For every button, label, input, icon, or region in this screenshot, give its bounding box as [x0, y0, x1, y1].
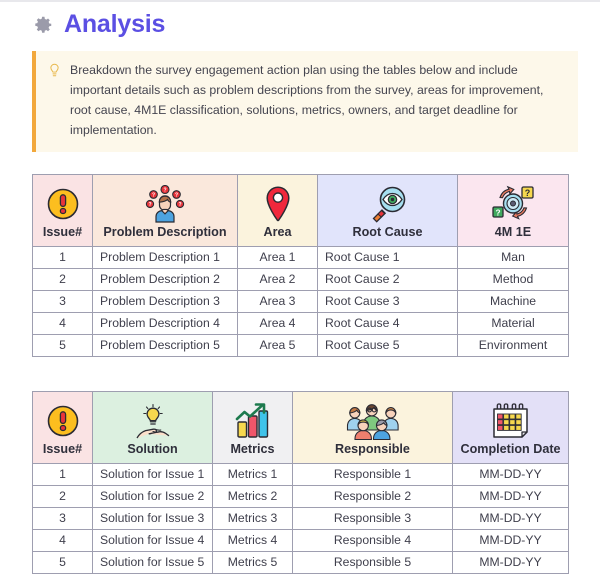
cell-metrics[interactable]: Metrics 4	[213, 529, 293, 551]
column-header-label: Completion Date	[460, 441, 561, 456]
cell-issue-number: 1	[33, 463, 93, 485]
svg-text:?: ?	[174, 192, 179, 199]
column-header-responsible[interactable]	[293, 391, 453, 463]
table-row[interactable]	[33, 551, 569, 573]
cell-issue-number: 5	[33, 551, 93, 573]
cell-problem-description[interactable]: Problem Description 3	[93, 290, 238, 312]
svg-text:?: ?	[163, 187, 167, 194]
column-header-issue-number[interactable]	[33, 391, 93, 463]
people-group-icon	[345, 401, 401, 441]
exclamation-circle-icon	[46, 401, 80, 441]
cell-metrics[interactable]: Metrics 3	[213, 507, 293, 529]
table-row[interactable]	[33, 246, 569, 268]
analysis-table-2	[32, 391, 569, 574]
table-header-row	[33, 391, 569, 463]
cell-solution[interactable]: Solution for Issue 4	[93, 529, 213, 551]
column-header-label: 4M 1E	[494, 224, 532, 239]
svg-text:?: ?	[524, 187, 531, 198]
table-row[interactable]	[33, 268, 569, 290]
column-header-root-cause[interactable]	[318, 174, 458, 246]
cell-root-cause[interactable]: Root Cause 4	[318, 312, 458, 334]
svg-text:?: ?	[151, 192, 156, 199]
table-row[interactable]	[33, 312, 569, 334]
cell-metrics[interactable]: Metrics 2	[213, 485, 293, 507]
analysis-table-1	[32, 174, 569, 357]
cell-problem-description[interactable]: Problem Description 5	[93, 334, 238, 356]
cell-solution[interactable]: Solution for Issue 1	[93, 463, 213, 485]
instructions-callout	[32, 51, 578, 152]
cell-completion-date[interactable]: MM-DD-YY	[453, 485, 569, 507]
table-row[interactable]	[33, 463, 569, 485]
column-header-label: Root Cause	[352, 224, 423, 239]
analysis-table-1-wrapper	[32, 174, 578, 357]
cell-area[interactable]: Area 1	[238, 246, 318, 268]
column-header-4m1e[interactable]	[458, 174, 569, 246]
cell-root-cause[interactable]: Root Cause 2	[318, 268, 458, 290]
cell-area[interactable]: Area 3	[238, 290, 318, 312]
table-row[interactable]	[33, 290, 569, 312]
column-header-issue-number[interactable]	[33, 174, 93, 246]
cell-responsible[interactable]: Responsible 3	[293, 507, 453, 529]
map-pin-icon	[264, 184, 292, 224]
cell-issue-number: 2	[33, 268, 93, 290]
svg-text:?: ?	[495, 207, 501, 218]
table-header-row	[33, 174, 569, 246]
cell-4m1e[interactable]: Man	[458, 246, 569, 268]
column-header-label: Responsible	[335, 441, 410, 456]
cell-area[interactable]: Area 2	[238, 268, 318, 290]
cell-solution[interactable]: Solution for Issue 5	[93, 551, 213, 573]
calendar-icon	[489, 401, 533, 441]
cell-responsible[interactable]: Responsible 2	[293, 485, 453, 507]
table-row[interactable]	[33, 334, 569, 356]
cell-metrics[interactable]: Metrics 1	[213, 463, 293, 485]
column-header-label: Problem Description	[103, 224, 227, 239]
cell-issue-number: 3	[33, 290, 93, 312]
cell-issue-number: 4	[33, 529, 93, 551]
table-row[interactable]	[33, 485, 569, 507]
column-header-label: Issue#	[42, 441, 83, 456]
cell-problem-description[interactable]: Problem Description 2	[93, 268, 238, 290]
lightbulb-icon	[48, 61, 61, 84]
svg-text:?: ?	[148, 201, 152, 208]
magnifying-eye-icon	[367, 184, 409, 224]
cell-area[interactable]: Area 5	[238, 334, 318, 356]
cell-4m1e[interactable]: Material	[458, 312, 569, 334]
cell-4m1e[interactable]: Method	[458, 268, 569, 290]
column-header-label: Area	[263, 224, 292, 239]
bar-chart-growth-icon	[232, 401, 274, 441]
cell-solution[interactable]: Solution for Issue 3	[93, 507, 213, 529]
column-header-solution[interactable]	[93, 391, 213, 463]
column-header-metrics[interactable]	[213, 391, 293, 463]
cell-root-cause[interactable]: Root Cause 1	[318, 246, 458, 268]
column-header-completion-date[interactable]	[453, 391, 569, 463]
problem-person-icon	[141, 184, 189, 224]
cell-problem-description[interactable]: Problem Description 1	[93, 246, 238, 268]
cell-area[interactable]: Area 4	[238, 312, 318, 334]
analysis-table-2-wrapper	[32, 391, 578, 574]
page-title: Analysis	[64, 10, 166, 38]
column-header-area[interactable]	[238, 174, 318, 246]
cell-completion-date[interactable]: MM-DD-YY	[453, 507, 569, 529]
instructions-text: Breakdown the survey engagement action plan using the tables below and include important details such as problem descriptions from the survey, areas for improvement, root cause, 4M1E classification, solutions, metrics, owners, and target deadline for implementation.	[70, 63, 544, 137]
cell-root-cause[interactable]: Root Cause 5	[318, 334, 458, 356]
cell-solution[interactable]: Solution for Issue 2	[93, 485, 213, 507]
table-row[interactable]	[33, 507, 569, 529]
cell-responsible[interactable]: Responsible 4	[293, 529, 453, 551]
lightbulb-hand-icon	[131, 401, 175, 441]
analysis-table-2-body	[33, 463, 569, 573]
analysis-table-1-body	[33, 246, 569, 356]
column-header-label: Metrics	[230, 441, 275, 456]
cell-completion-date[interactable]: MM-DD-YY	[453, 463, 569, 485]
column-header-problem-description[interactable]	[93, 174, 238, 246]
cell-4m1e[interactable]: Machine	[458, 290, 569, 312]
cell-issue-number: 1	[33, 246, 93, 268]
cell-root-cause[interactable]: Root Cause 3	[318, 290, 458, 312]
cell-responsible[interactable]: Responsible 1	[293, 463, 453, 485]
page-header	[30, 8, 578, 43]
cell-completion-date[interactable]: MM-DD-YY	[453, 551, 569, 573]
gear-question-icon	[490, 184, 536, 224]
cell-issue-number: 3	[33, 507, 93, 529]
table-row[interactable]	[33, 529, 569, 551]
cell-issue-number: 4	[33, 312, 93, 334]
cell-4m1e[interactable]: Environment	[458, 334, 569, 356]
exclamation-circle-icon	[46, 184, 80, 224]
top-divider	[0, 0, 600, 2]
svg-text:?: ?	[178, 201, 182, 208]
cell-metrics[interactable]: Metrics 5	[213, 551, 293, 573]
column-header-label: Issue#	[42, 224, 83, 239]
gear-icon	[32, 14, 54, 36]
cell-issue-number: 5	[33, 334, 93, 356]
cell-problem-description[interactable]: Problem Description 4	[93, 312, 238, 334]
column-header-label: Solution	[127, 441, 178, 456]
cell-issue-number: 2	[33, 485, 93, 507]
cell-responsible[interactable]: Responsible 5	[293, 551, 453, 573]
cell-completion-date[interactable]: MM-DD-YY	[453, 529, 569, 551]
